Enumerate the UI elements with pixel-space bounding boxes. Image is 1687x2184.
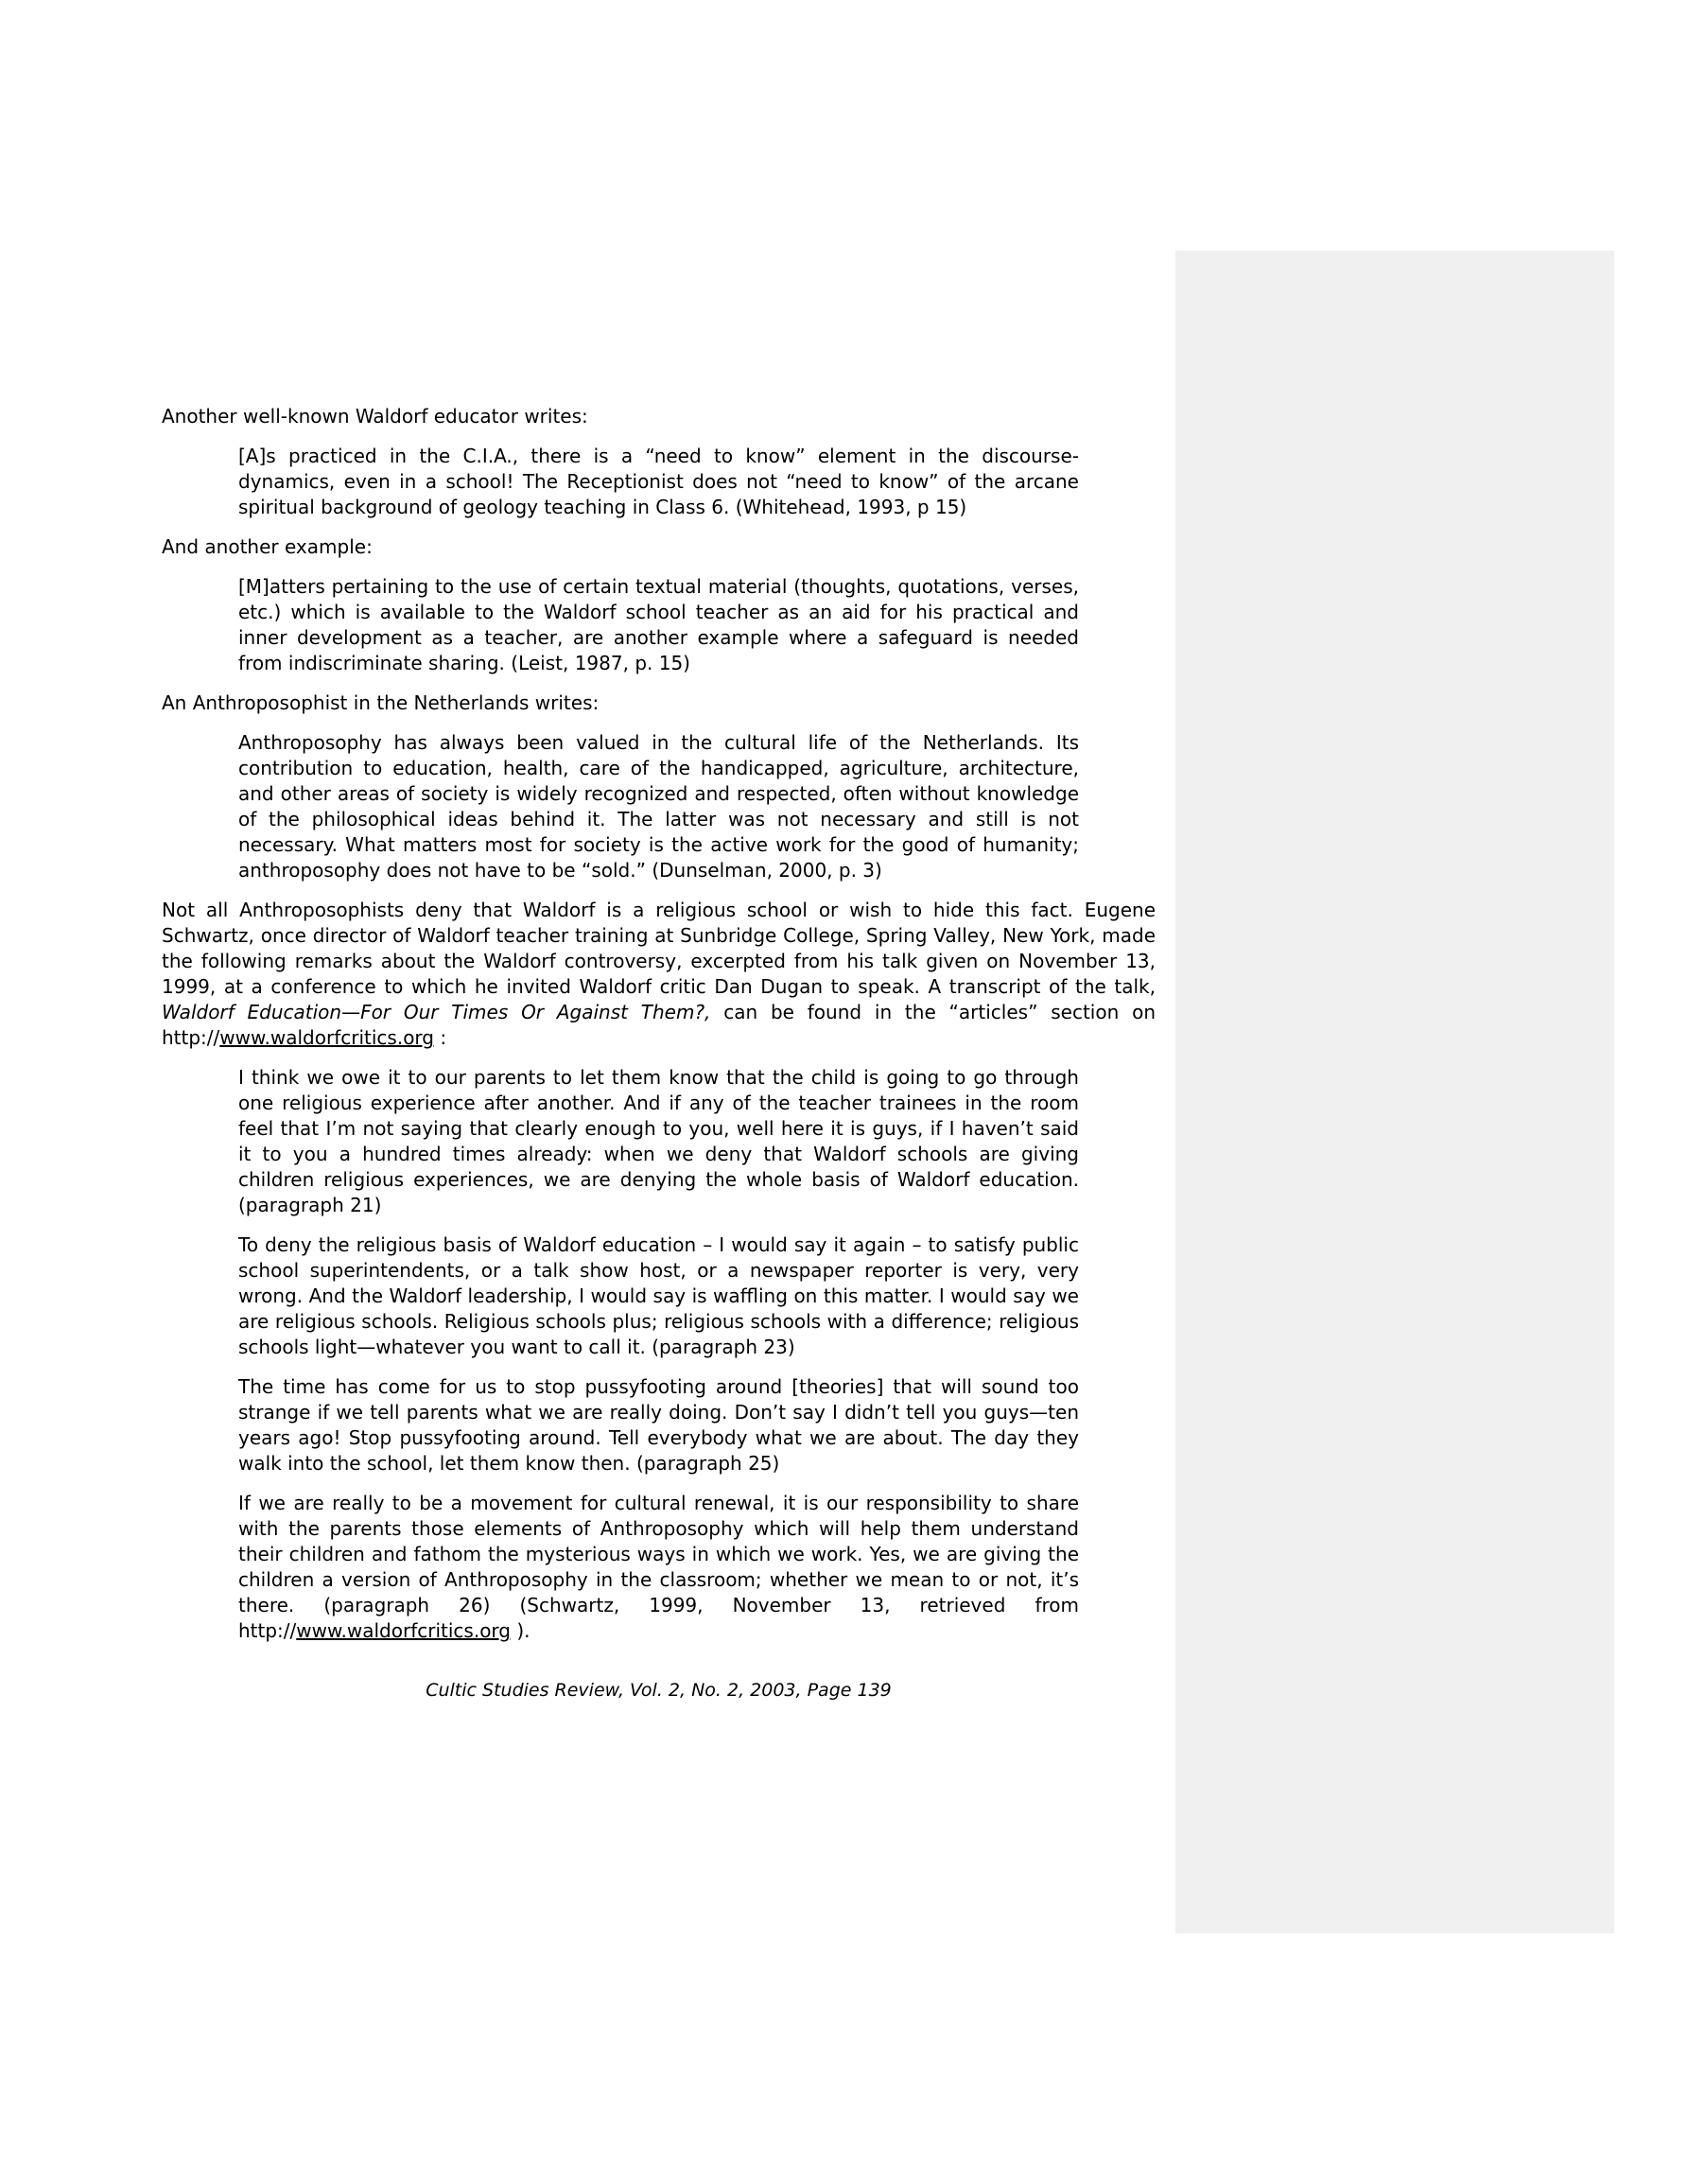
waldorfcritics-link-2[interactable]: www.waldorfcritics.org bbox=[296, 1619, 511, 1642]
article-content bbox=[162, 404, 1156, 1718]
paragraph-another-example: And another example: bbox=[162, 535, 373, 558]
quote-par26-end: ). bbox=[511, 1619, 530, 1642]
waldorfcritics-link[interactable]: www.waldorfcritics.org bbox=[219, 1026, 434, 1049]
block-quote-schwartz-par23: To deny the religious basis of Waldorf education – I would say it again – to satisfy public school superintendents, or a talk show host, or a newspaper reporter is very, very wrong. And the Waldorf leadership, I would say is waffling on this matter. I would say we are religious schools. Religious schools plus; religious schools with a difference; religious schools light—whatever you want to call it. (paragraph 23) bbox=[238, 1233, 1079, 1358]
schwartz-intro-text: Not all Anthroposophists deny that Waldorf is a religious school or wish to hide this fact. Eugene Schwartz, once director of Waldorf teacher training at Sunbridge College, Spring Valley, New York, made the following remarks about the Waldorf controversy, excerpted from his talk given on November 13, 1999, at a conference to which he invited Waldorf critic Dan Dugan to speak. A transcript of the talk, bbox=[162, 899, 1156, 998]
paragraph-netherlands-intro: An Anthroposophist in the Netherlands writes: bbox=[162, 691, 600, 714]
block-quote-whitehead: [A]s practiced in the C.I.A., there is a “need to know” element in the discourse-dynamics, even in a school! The Receptionist does not “need to know” of the arcane spiritual background of geology teaching in Class 6. (Whitehead, 1993, p 15) bbox=[238, 445, 1079, 518]
talk-title: Waldorf Education—For Our Times Or Against Them?, bbox=[162, 1001, 711, 1023]
block-quote-leist: [M]atters pertaining to the use of certain textual material (thoughts, quotations, verses, etc.) which is available to the Waldorf school teacher as an aid for his practical and inner development as a teacher, are another example where a safeguard is needed from indiscriminate sharing. (Leist, 1987, p. 15) bbox=[238, 575, 1079, 674]
sidebar-placeholder bbox=[1175, 251, 1614, 1933]
block-quote-schwartz-par21: I think we owe it to our parents to let them know that the child is going to go through one religious experience after another. And if any of the teacher trainees in the room feel that I’m not saying that clearly enough to you, well here it is guys, if I haven’t said it to you a hundred times already: when we deny that Waldorf schools are giving children religious experiences, we are denying the whole basis of Waldorf education. (paragraph 21) bbox=[238, 1066, 1079, 1216]
block-quote-schwartz-par26 bbox=[238, 1491, 1079, 1644]
paragraph-educator-intro: Another well-known Waldorf educator writes: bbox=[162, 405, 588, 428]
paragraph-schwartz-intro bbox=[162, 898, 1156, 1051]
page-footer: Cultic Studies Review, Vol. 2, No. 2, 2003, Page 139 bbox=[426, 1680, 892, 1701]
schwartz-intro-end: : bbox=[434, 1026, 447, 1049]
block-quote-dunselman: Anthroposophy has always been valued in the cultural life of the Netherlands. Its contribution to education, health, care of the handicapped, agriculture, architecture, and other areas of society is widely recognized and respected, often without knowledge of the philosophical ideas behind it. The latter was not necessary and still is not necessary. What matters most for society is the active work for the good of humanity; anthroposophy does not have to be “sold.” (Dunselman, 2000, p. 3) bbox=[238, 731, 1079, 882]
quote-par26-text: If we are really to be a movement for cultural renewal, it is our responsibility to share with the parents those elements of Anthroposophy which will help them understand their children and fathom the mysterious ways in which we work. Yes, we are giving the children a version of Anthroposophy in the classroom; whether we mean to or not, it’s there. (paragraph 26) (Schwartz, 1999, November 13, retrieved from http:// bbox=[238, 1492, 1079, 1642]
block-quote-schwartz-par25: The time has come for us to stop pussyfooting around [theories] that will sound too strange if we tell parents what we are really doing. Don’t say I didn’t tell you guys—ten years ago! Stop pussyfooting around. Tell everybody what we are about. The day they walk into the school, let them know then. (paragraph 25) bbox=[238, 1375, 1079, 1475]
schwartz-intro-mid: can be found in the “articles” section on http:// bbox=[162, 1001, 1156, 1049]
